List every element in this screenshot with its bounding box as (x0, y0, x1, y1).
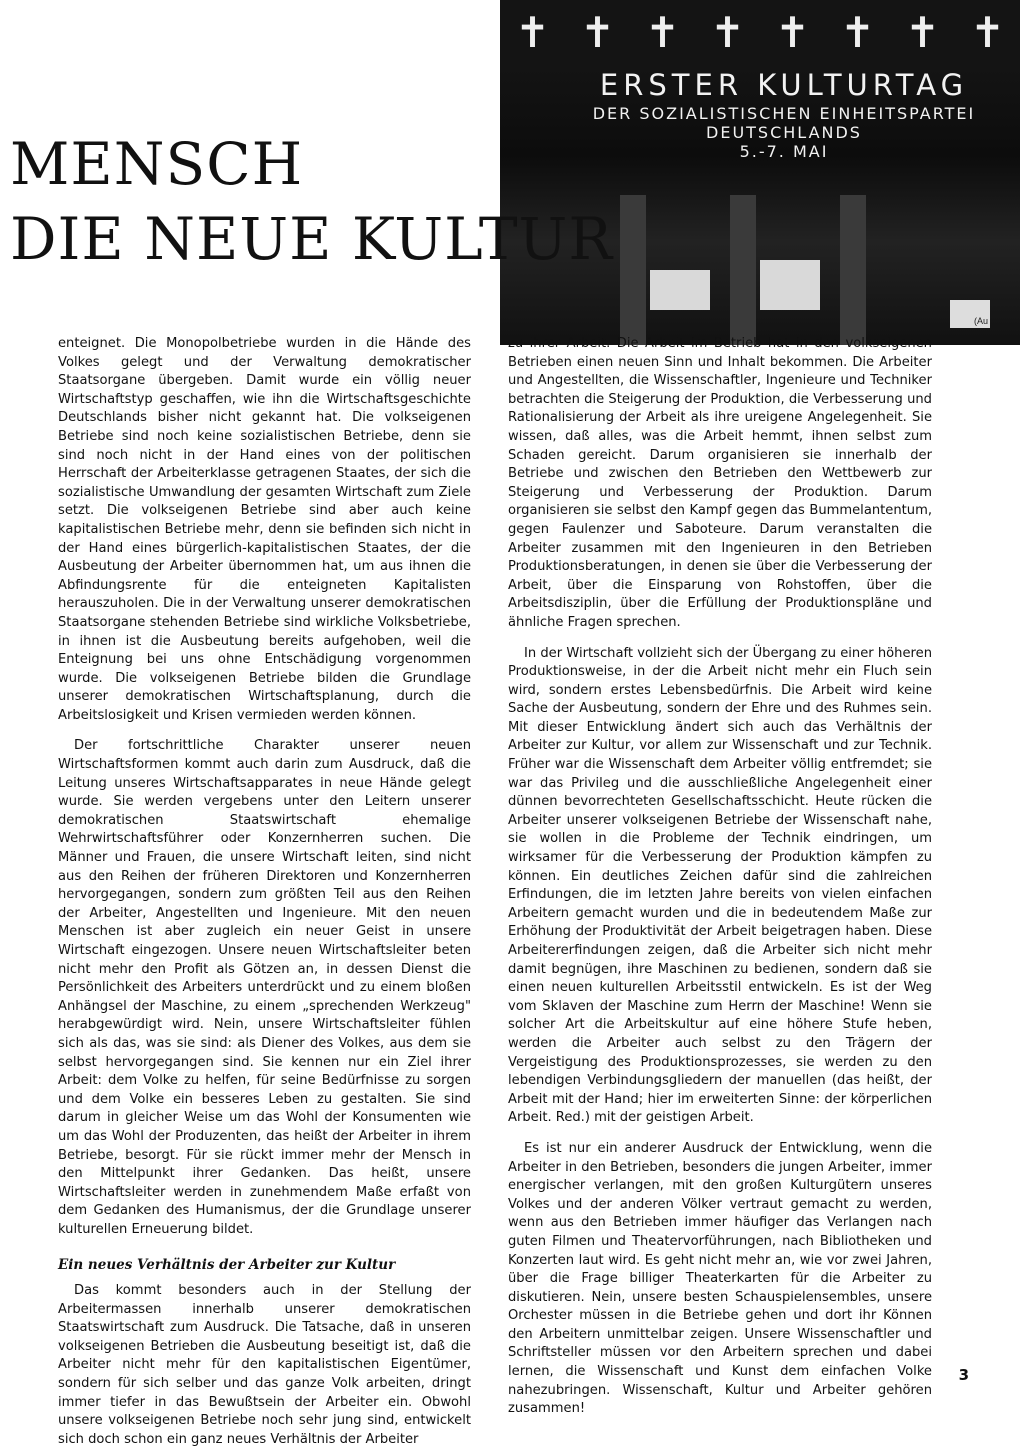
headline-line-1: MENSCH (10, 130, 304, 198)
banner-line-3: DEUTSCHLANDS (706, 123, 862, 142)
banner-line-4: 5.-7. MAI (739, 142, 829, 161)
window-cross-icon: ✝ (644, 8, 681, 57)
page-number: 3 (958, 1366, 969, 1384)
window-cross-icon: ✝ (709, 8, 746, 57)
paragraph: enteignet. Die Monopolbetriebe wurden in die Hände des Volkes gelegt und der Verwaltung demokratischer Staatsorgane übergeben. Damit wurde ein völlig neuer Wirtschaftstyp geschaffen, wie ihn die Wirtschaftsgeschichte Deutschlands bisher nicht gekannt hat. Die volkseigenen Betriebe sind noch keine sozialistischen Betriebe, denn sie sind noch nicht in der Hand eines von der politischen Herrschaft der Arbeiterklasse getragenen Staates, der sich die sozialistische Umwandlung der gesamten Wirtschaft zum Ziele setzt. Die volkseigenen Betriebe sind aber auch keine kapitalistischen Betriebe mehr, denn sie befinden sich nicht in der Hand eines bürgerlich-kapitalistischen Staates, der die Ausbeutung der Arbeiter übernommen hat, um aus ihnen die Abfindungsrente für die enteigneten Kapitalisten herauszuholen. Die in der Verwaltung unserer demokratischen Staatsorgane stehenden Betriebe sind wirkliche Volksbetriebe, in ihnen ist die Ausbeutung bereits aufgehoben, weil die Enteignung bei uns ohne Entschädigung vorgenommen wurde. Die volkseigenen Betriebe bilden die Grundlage unserer demokratischen Wirtschaftsplanung, durch die Arbeitslosigkeit und Krisen vermieden werden können. (58, 336, 471, 723)
window-cross-icon: ✝ (904, 8, 941, 57)
left-column (58, 335, 471, 1449)
window-cross-icon: ✝ (774, 8, 811, 57)
pillar (730, 195, 756, 345)
paragraph: Der fortschrittliche Charakter unserer neuen Wirtschaftsformen kommt auch darin zum Ausdruck, daß die Leitung unseres Wirtschaftsapparates in neue Hände gelegt wurde. Sie werden vergebens unter den Leitern unserer demokratischen Staatswirtschaft ehemalige Wehrwirtschaftsführer oder Konzernherren suchen. Die Männer und Frauen, die unsere Wirtschaft leiten, sind nicht aus den Reihen der früheren Direktoren und Konzernherren hervorgegangen, sondern zum größten Teil aus den Reihen der Arbeiter, Angestellten und Ingenieure. Mit den neuen Menschen ist aber zugleich ein neuer Geist in unsere Wirtschaft eingezogen. Unsere neuen Wirtschaftsleiter beten nicht mehr den Profit als Götzen an, in dessen Dienst die Persönlichkeit des Arbeiters unterdrückt und zu einem bloßen Anhängsel der Maschine, zu einem „sprechenden Werkzeug" herabgewürdigt wird. Nein, unsere Wirtschaftsleiter fühlen sich als das, was sie sind: als Diener des Volkes, aus dem sie selbst hervorgegangen sind. Sie kennen nur ein Ziel ihrer Arbeit: dem Volke zu helfen, für seine Bedürfnisse zu sorgen und dem Volke ein besseres Leben zu gestalten. Sie sind darum in gleicher Weise um das Wohl der Konsumenten wie um das Wohl der Produzenten, das heißt der Arbeiter in ihrem Betriebe, besorgt. Für sie rückt immer mehr der Mensch in den Mittelpunkt ihrer Gedanken. Das heißt, unsere Wirtschaftsleiter werden in zunehmendem Maße erfaßt von dem Gedanken des Humanismus, der die Grundlage unserer kulturellen Erneuerung bildet. (58, 738, 471, 1237)
paragraph: In der Wirtschaft vollzieht sich der Übergang zu einer höheren Produktionsweise, in der die Arbeit nicht mehr ein Fluch sein wird, sondern erstes Lebensbedürfnis. Die Arbeit wird keine Sache der Ausbeutung, sondern der Ehre und des Ruhmes sein. Mit dieser Entwicklung ändert sich auch das Verhältnis der Arbeiter zur Kultur, vor allem zur Wissenschaft und zur Technik. Früher war die Wissenschaft dem Arbeiter völlig entfremdet; sie war das Privileg und die ausschließliche Angelegenheit einer dünnen bevorrechteten Gesellschaftsschicht. Heute rücken die Arbeiter unserer volkseigenen Betriebe der Wissenschaft nahe, sie wollen in die Probleme der Technik eindringen, um wirksamer für die Verbesserung der Produktion kämpfen zu können. Ein deutliches Zeichen dafür sind die zahlreichen Erfindungen, die im letzten Jahre bereits von vielen einfachen Arbeitern gemacht wurden und die in bedeutendem Maße zur Erhöhung der Produktivität der Arbeit beigetragen haben. Diese Arbeitererfindungen zeigen, daß die Arbeiter sich nicht mehr damit begnügen, ihre Maschinen zu bedienen, sondern daß sie einen neuen kulturellen Arbeitsstil entwickeln. Es ist der Weg vom Sklaven der Maschine zum Herrn der Maschine! Wenn sie solcher Art die Arbeitskultur auf eine höhere Stufe heben, werden die Arbeiter auch selbst zu den Trägern der Vergeistigung des Produktionsprozesses, sie werden zu den lebendigen Verbindungsgliedern der manuellen (das heißt, der Arbeit mit der Hand; hier im erweiterten Sinne: der körperlichen Arbeit. Red.) mit der geistigen Arbeit. (508, 645, 932, 1126)
window-cross-icon: ✝ (579, 8, 616, 57)
banner-line-1: ERSTER KULTURTAG (599, 68, 969, 102)
pillar (840, 195, 866, 345)
doorway-light (650, 270, 710, 310)
paragraph: Das kommt besonders auch in der Stellung der Arbeitermassen innerhalb unserer demokratischen Staatswirtschaft zum Ausdruck. Die Tatsache, daß in unseren volkseigenen Betrieben die Ausbeutung beseitigt ist, daß die Arbeiter nicht mehr für den kapitalistischen Eigentümer, sondern für sich selber und das ganze Volk arbeiten, dringt immer tiefer in das Bewußtsein der Arbeiter ein. Obwohl unsere volkseigenen Betriebe noch sehr jung sind, entwickelt sich doch schon ein ganz neues Verhältnis der Arbeiter (58, 1283, 471, 1447)
banner (548, 68, 1020, 161)
headline-line-2: DIE NEUE KULTUR (10, 205, 614, 273)
window-cross-icon: ✝ (514, 8, 551, 57)
section-heading: Ein neues Verhältnis der Arbeiter zur Kultur (58, 1256, 396, 1273)
window-row (500, 0, 1020, 66)
paragraph: Es ist nur ein anderer Ausdruck der Entwicklung, wenn die Arbeiter in den Betrieben, besonders die jungen Arbeiter, immer energischer verlangen, mit den großen Kulturgütern unseres Volkes und der anderen Völker vertraut gemacht zu werden, wenn aus den Betrieben immer häufiger das Verlangen nach guten Filmen und Theatervorführungen, nach Bibliotheken und Konzerten laut wird. Es geht nicht mehr an, wie vor zwei Jahren, über die Frage billiger Theaterkarten für die Arbeiter zu diskutieren. Nein, unsere besten Schauspielensembles, unsere Orchester müssen in die Betriebe gehen und dort ihr Können den Arbeitern unmittelbar zeigen. Unsere Wissenschaftler und Schriftsteller müssen vor den Arbeitern sprechen und dabei lernen, die Wissenschaft und Kunst dem einfachen Volke nahezubringen. Wissenschaft, Kultur und Arbeiter gehören zusammen! (508, 1140, 932, 1417)
right-column (508, 335, 932, 1419)
sign-text: (Au (973, 316, 988, 326)
kulturtag-photo (500, 0, 1020, 345)
banner-line-2: DER SOZIALISTISCHEN EINHEITSPARTEI (592, 104, 976, 123)
window-cross-icon: ✝ (969, 8, 1006, 57)
street-sign (950, 300, 990, 328)
doorway-light (760, 260, 820, 310)
window-cross-icon: ✝ (839, 8, 876, 57)
pillar (620, 195, 646, 345)
paragraph: zu ihrer Arbeit. Die Arbeit im Betrieb hat in den volkseigenen Betrieben einen neuen Sinn und Inhalt bekommen. Die Arbeiter und Angestellten, die Wissenschaftler, Ingenieure und Techniker betrachten die Steigerung der Produktion, die Verbesserung und Rationalisierung der Arbeit als ihre ureigene Angelegenheit. Sie wissen, daß alles, was die Arbeit hemmt, ihnen selbst zum Schaden gereicht. Darum organisieren sie innerhalb der Betriebe und zwischen den Betrieben den Wettbewerb zur Steigerung und Verbesserung der Produktion. Darum organisieren sie selbst den Kampf gegen das Bummelantentum, gegen Faulenzer und Saboteure. Darum veranstalten die Arbeiter zusammen mit den Ingenieuren in den Betrieben Produktionsberatungen, in denen sie über die Verbesserung der Arbeit, über die Einsparung von Rohstoffen, über die Arbeitsdisziplin, über die Erfüllung der Produktionspläne und ähnliche Fragen sprechen. (508, 336, 932, 630)
